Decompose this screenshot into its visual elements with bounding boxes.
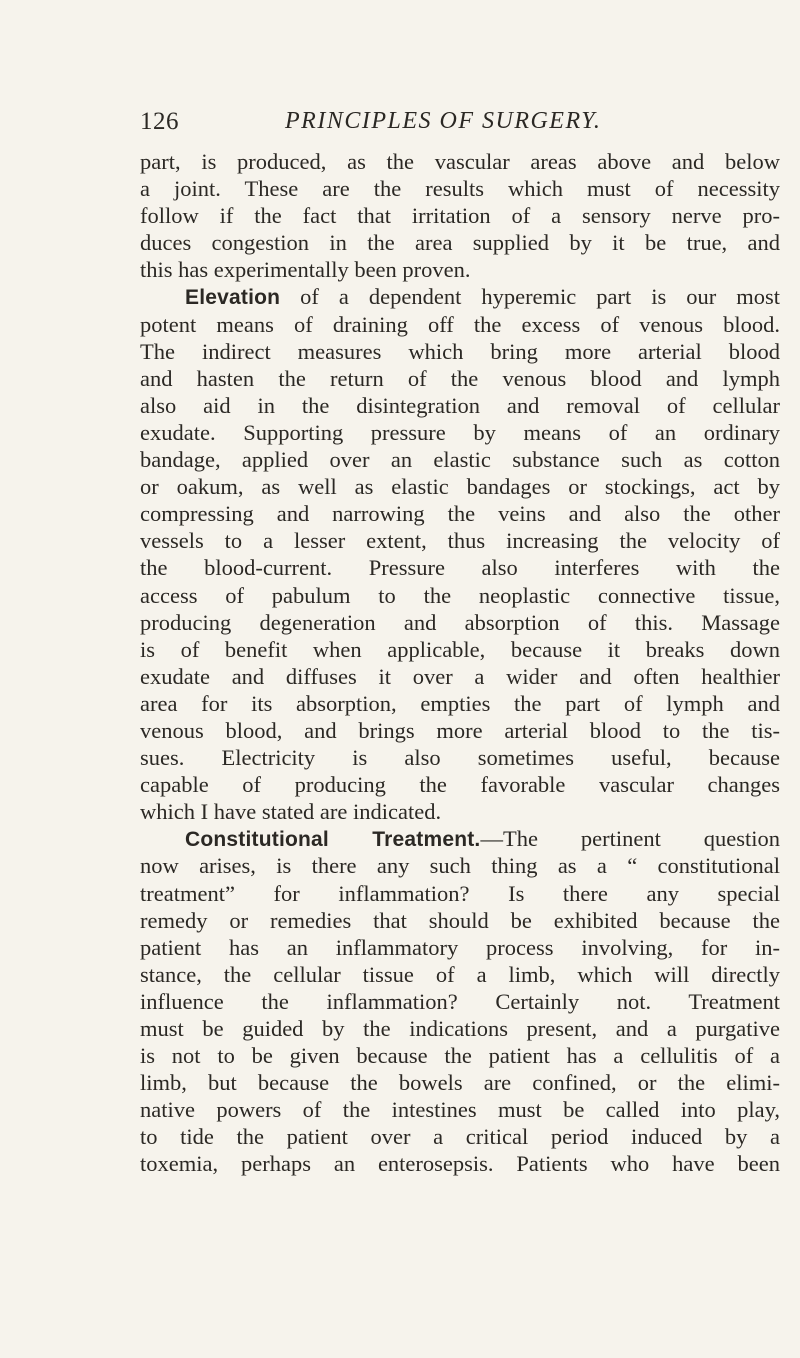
text-line: toxemia, perhaps an enterosepsis. Patients who have been <box>140 1151 780 1177</box>
text-line: venous blood, and brings more arterial blood to the tis- <box>140 717 780 743</box>
text-line: the blood-current. Pressure also interferes with the <box>140 555 780 581</box>
text-line: sues. Electricity is also sometimes useful, because <box>140 745 780 771</box>
text-line: and hasten the return of the venous blood and lymph <box>140 365 780 391</box>
text-line: is of benefit when applicable, because it breaks down <box>140 636 780 662</box>
text-line-content: —The pertinent question <box>480 826 780 852</box>
text-line: capable of producing the favorable vascular changes <box>140 772 780 798</box>
text-line: exudate. Supporting pressure by means of an ordinary <box>140 419 780 445</box>
text-line: bandage, applied over an elastic substance such as cotton <box>140 447 780 473</box>
body-text <box>140 148 780 1178</box>
text-line: compressing and narrowing the veins and also the other <box>140 501 780 527</box>
text-line: remedy or remedies that should be exhibited because the <box>140 907 780 933</box>
text-line: potent means of draining off the excess of venous blood. <box>140 311 780 337</box>
run-in-heading-constitutional-treatment: Constitutional Treatment. <box>185 828 481 852</box>
text-line: duces congestion in the area supplied by it be true, and <box>140 230 780 256</box>
page-number: 126 <box>140 108 179 135</box>
text-line: to tide the patient over a critical period induced by a <box>140 1124 780 1150</box>
text-line <box>140 283 780 310</box>
text-line: area for its absorption, empties the part of lymph and <box>140 690 780 716</box>
text-line: also aid in the disintegration and removal of cellular <box>140 392 780 418</box>
text-line: follow if the fact that irritation of a sensory nerve pro- <box>140 203 780 229</box>
text-line: influence the inflammation? Certainly not. Treatment <box>140 988 780 1014</box>
text-line-content: of a dependent hyperemic part is our most <box>280 284 780 310</box>
text-line: must be guided by the indications present, and a purgative <box>140 1016 780 1041</box>
text-line: treatment” for inflammation? Is there any special <box>140 880 780 906</box>
text-line: limb, but because the bowels are confined, or the elimi- <box>140 1070 780 1096</box>
text-line: native powers of the intestines must be called into play, <box>140 1097 780 1123</box>
text-line: The indirect measures which bring more arterial blood <box>140 338 780 364</box>
text-line: access of pabulum to the neoplastic connective tissue, <box>140 582 780 608</box>
text-line <box>140 825 780 852</box>
text-line: producing degeneration and absorption of this. Massage <box>140 609 780 635</box>
running-title: PRINCIPLES OF SURGERY. <box>285 108 602 134</box>
text-line: vessels to a lesser extent, thus increasing the velocity of <box>140 528 780 554</box>
text-line: which I have stated are indicated. <box>140 799 442 825</box>
text-line: exudate and diffuses it over a wider and often healthier <box>140 663 780 689</box>
run-in-heading-elevation: Elevation <box>185 286 281 310</box>
text-line: is not to be given because the patient has a cellulitis of a <box>140 1043 780 1069</box>
text-line: now arises, is there any such thing as a “ constitutional <box>140 853 780 879</box>
text-line: a joint. These are the results which must of necessity <box>140 176 780 202</box>
text-line: part, is produced, as the vascular areas above and below <box>140 149 780 174</box>
text-line: this has experimentally been proven. <box>140 257 471 283</box>
text-line: stance, the cellular tissue of a limb, which will directly <box>140 961 780 987</box>
text-line: or oakum, as well as elastic bandages or stockings, act by <box>140 474 780 500</box>
text-line: patient has an inflammatory process involving, for in- <box>140 934 780 960</box>
page-header <box>140 108 780 144</box>
